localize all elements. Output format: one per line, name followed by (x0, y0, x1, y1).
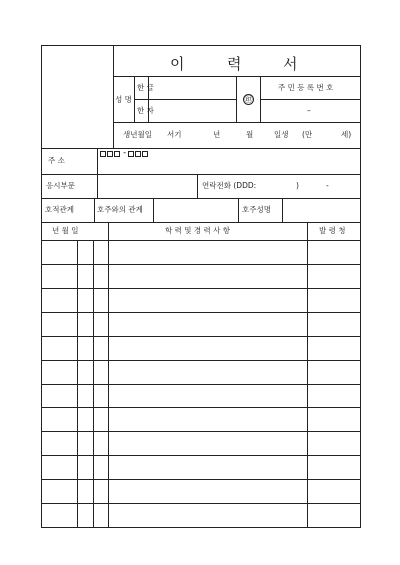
address-label: 주 소 (48, 156, 65, 165)
age-open: (만 (302, 130, 313, 139)
name-label: 성 명 (115, 95, 132, 104)
history-row-line (41, 312, 360, 313)
name-block-bottom (113, 122, 360, 123)
phone-close: ) (296, 181, 299, 190)
birth-era: 서기 (167, 130, 182, 139)
birth-month: 월 (246, 130, 254, 139)
history-desc-header: 학 력 및 경 력 사 항 (165, 226, 231, 235)
history-date-header: 년 월 일 (52, 226, 79, 235)
relation-label: 호적관계 (45, 205, 74, 214)
border-top (41, 45, 360, 46)
postal-box (107, 151, 113, 157)
hanja-name-label: 한 자 (137, 106, 154, 115)
history-issuer-header: 발 령 청 (319, 226, 346, 235)
photo-box-divider (113, 45, 114, 148)
title-char-1: 이 (170, 55, 185, 73)
birth-label: 생년월일 (123, 130, 152, 139)
dept-label-divider (97, 174, 98, 198)
birth-year: 년 (213, 130, 221, 139)
birth-row-bottom (41, 148, 360, 149)
title-char-2: 력 (227, 55, 242, 73)
history-row-line (41, 479, 360, 480)
birth-day: 일생 (274, 130, 289, 139)
phone-label: 연락전화 (DDD: (202, 181, 257, 190)
date-col-divider (108, 222, 109, 528)
postal-box (142, 151, 148, 157)
age-close: 세) (341, 130, 352, 139)
history-row-line (41, 407, 360, 408)
title-char-3: 서 (283, 55, 298, 73)
head-relation-divider (153, 198, 154, 222)
rrn-separator: – (307, 106, 311, 115)
family-row-bottom (41, 222, 360, 223)
history-row-line (41, 431, 360, 432)
phone-divider (197, 174, 198, 198)
postal-box (114, 151, 120, 157)
address-row-bottom (41, 174, 360, 175)
border-right (360, 45, 361, 528)
postal-box (128, 151, 134, 157)
postal-box (100, 151, 106, 157)
issuer-col-divider (307, 222, 308, 528)
apply-row-bottom (41, 198, 360, 199)
history-row-line (41, 503, 360, 504)
history-row-line (41, 336, 360, 337)
address-label-divider (97, 148, 98, 174)
head-name-label-right (282, 198, 283, 222)
korean-name-label: 한 글 (137, 83, 154, 92)
head-name-label: 호주성명 (242, 205, 271, 214)
border-bottom (41, 527, 360, 528)
seal-mark-icon: ㊞ (244, 94, 253, 104)
history-row-line (41, 360, 360, 361)
relation-divider (94, 198, 95, 222)
history-row-line (41, 264, 360, 265)
history-row-line (41, 384, 360, 385)
head-name-label-left (238, 198, 239, 222)
resume-form (41, 45, 360, 527)
dept-label: 응시부문 (46, 181, 75, 190)
postal-box (135, 151, 141, 157)
history-row-line (41, 455, 360, 456)
postal-code-boxes (100, 149, 149, 158)
rrn-divider (260, 99, 360, 100)
history-row-line (41, 288, 360, 289)
postal-separator: - (123, 148, 127, 158)
head-relation-label: 호주와의 관계 (97, 205, 143, 214)
history-header-bottom (41, 240, 360, 241)
name-row-divider (134, 99, 237, 100)
rrn-label: 주 민 등 록 번 호 (278, 83, 334, 92)
phone-separator: - (326, 181, 329, 190)
